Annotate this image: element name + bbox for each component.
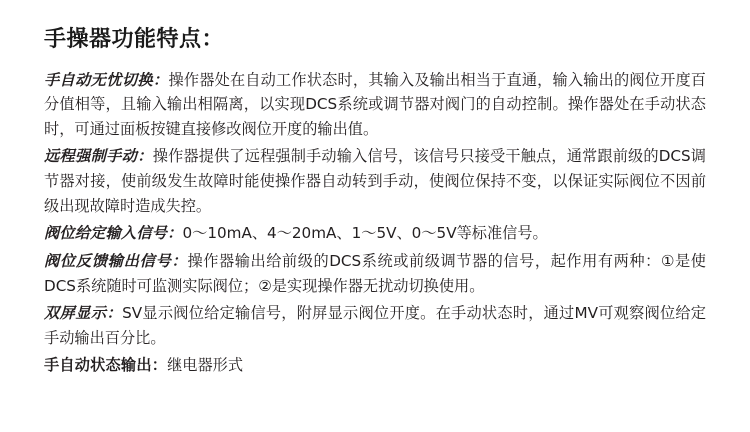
- feature-lead: 手自动无忧切换：: [44, 70, 169, 89]
- feature-lead: 手自动状态输出：: [44, 356, 168, 375]
- feature-paragraph: [44, 221, 706, 246]
- feature-paragraph: [44, 301, 706, 350]
- feature-body: 继电器形式: [167, 356, 244, 375]
- feature-paragraph: [44, 144, 706, 218]
- feature-body: SV显示阀位给定输信号，附屏显示阀位开度。在手动状态时，通过MV可观察阀位给定手动输出百分比。: [44, 304, 706, 347]
- feature-paragraph: [44, 68, 706, 142]
- feature-lead: 阀位给定输入信号：: [44, 224, 183, 243]
- feature-section-dual-display: [44, 301, 706, 350]
- feature-lead: 阀位反馈输出信号：: [44, 251, 188, 270]
- page-title: 手操器功能特点：: [44, 27, 225, 52]
- feature-body: 操作器处在自动工作状态时，其输入及输出相当于直通，输入输出的阀位开度百分值相等，且输入输出相隔离，以实现DCS系统或调节器对阀门的自动控制。操作器处在手动状态时，可通过面板按键直接修改阀位开度的输出值。: [44, 70, 706, 138]
- feature-section-valve-position-setpoint-input: [44, 221, 706, 246]
- feature-lead: 双屏显示：: [44, 304, 123, 323]
- feature-body: 操作器输出给前级的DCS系统或前级调节器的信号，起作用有两种：①是使DCS系统随时可监测实际阀位；②是实现操作器无扰动切换使用。: [44, 251, 706, 295]
- feature-paragraph: [44, 249, 706, 298]
- feature-section-valve-position-feedback-output: [44, 249, 706, 298]
- feature-paragraph: [44, 353, 706, 378]
- feature-lead: 远程强制手动：: [44, 147, 153, 166]
- feature-section-auto-manual-bumpless-switch: [44, 68, 706, 142]
- feature-body: 0～10mA、4～20mA、1～5V、0～5V等标准信号。: [182, 224, 548, 243]
- feature-section-auto-manual-status-output: [44, 353, 706, 378]
- feature-body: 操作器提供了远程强制手动输入信号，该信号只接受干触点，通常跟前级的DCS调节器对接，使前级发生故障时能使操作器自动转到手动，使阀位保持不变，以保证实际阀位不因前级出现故障时造成失控。: [44, 147, 706, 215]
- feature-section-remote-forced-manual: [44, 144, 706, 218]
